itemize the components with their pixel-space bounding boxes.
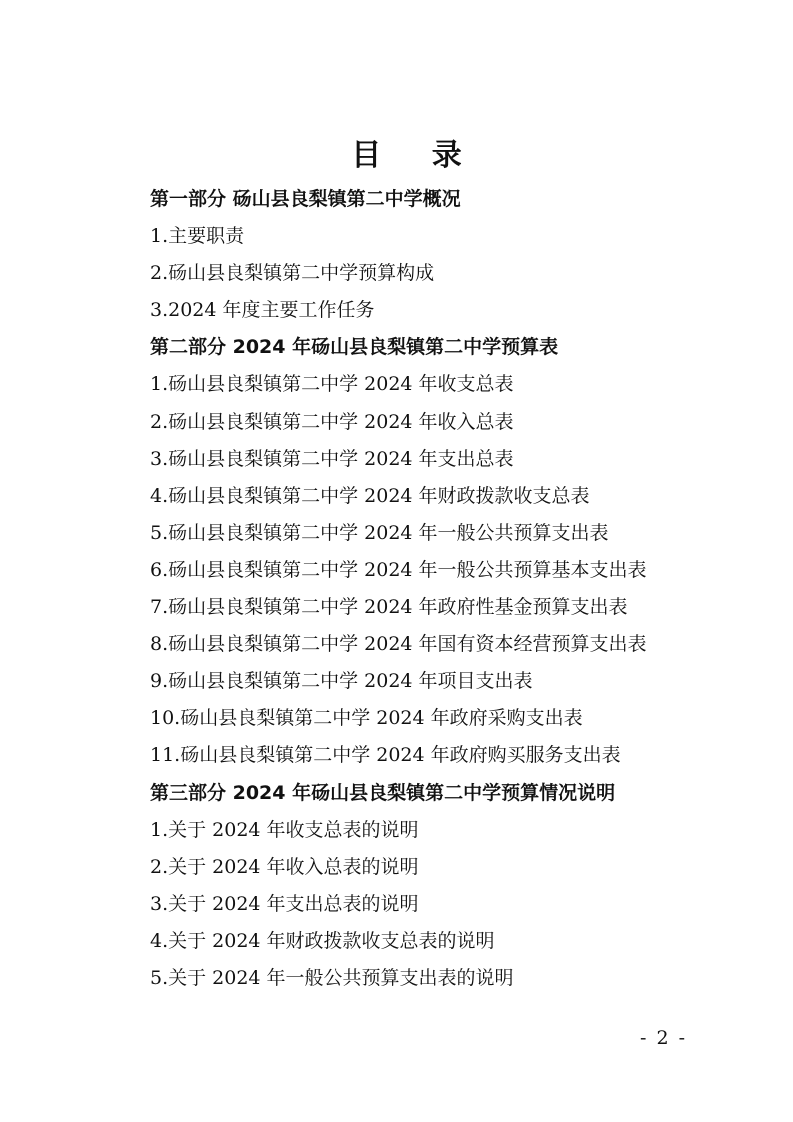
toc-entry: 5.关于 2024 年一般公共预算支出表的说明: [150, 966, 514, 989]
toc-entry: 2.砀山县良梨镇第二中学 2024 年收入总表: [150, 410, 514, 433]
toc-entry: 6.砀山县良梨镇第二中学 2024 年一般公共预算基本支出表: [150, 558, 647, 581]
toc-entry: 10.砀山县良梨镇第二中学 2024 年政府采购支出表: [150, 707, 583, 730]
toc-entry: 3.关于 2024 年支出总表的说明: [150, 892, 419, 915]
section-heading-part-2: 第二部分 2024 年砀山县良梨镇第二中学预算表: [150, 336, 559, 359]
table-of-contents: [150, 181, 750, 997]
toc-entry: 4.关于 2024 年财政拨款收支总表的说明: [150, 929, 495, 952]
section-heading-part-1: 第一部分 砀山县良梨镇第二中学概况: [150, 188, 461, 210]
toc-entry: 1.主要职责: [150, 225, 245, 248]
toc-entry: 2.砀山县良梨镇第二中学预算构成: [150, 262, 435, 285]
toc-entry: 9.砀山县良梨镇第二中学 2024 年项目支出表: [150, 670, 533, 693]
section-heading-part-3: 第三部分 2024 年砀山县良梨镇第二中学预算情况说明: [150, 781, 616, 804]
toc-entry: 1.砀山县良梨镇第二中学 2024 年收支总表: [150, 373, 514, 396]
toc-entry: 11.砀山县良梨镇第二中学 2024 年政府购买服务支出表: [150, 744, 621, 767]
toc-entry: 1.关于 2024 年收支总表的说明: [150, 818, 419, 841]
toc-entry: 5.砀山县良梨镇第二中学 2024 年一般公共预算支出表: [150, 521, 609, 544]
toc-entry: 8.砀山县良梨镇第二中学 2024 年国有资本经营预算支出表: [150, 633, 647, 656]
toc-entry: 3.2024 年度主要工作任务: [150, 299, 375, 322]
page-number: - 2 -: [640, 1027, 688, 1049]
toc-entry: 2.关于 2024 年收入总表的说明: [150, 855, 419, 878]
toc-entry: 4.砀山县良梨镇第二中学 2024 年财政拨款收支总表: [150, 484, 590, 507]
page-title: 目 录: [351, 138, 482, 173]
toc-entry: 7.砀山县良梨镇第二中学 2024 年政府性基金预算支出表: [150, 596, 628, 619]
toc-entry: 3.砀山县良梨镇第二中学 2024 年支出总表: [150, 447, 514, 470]
